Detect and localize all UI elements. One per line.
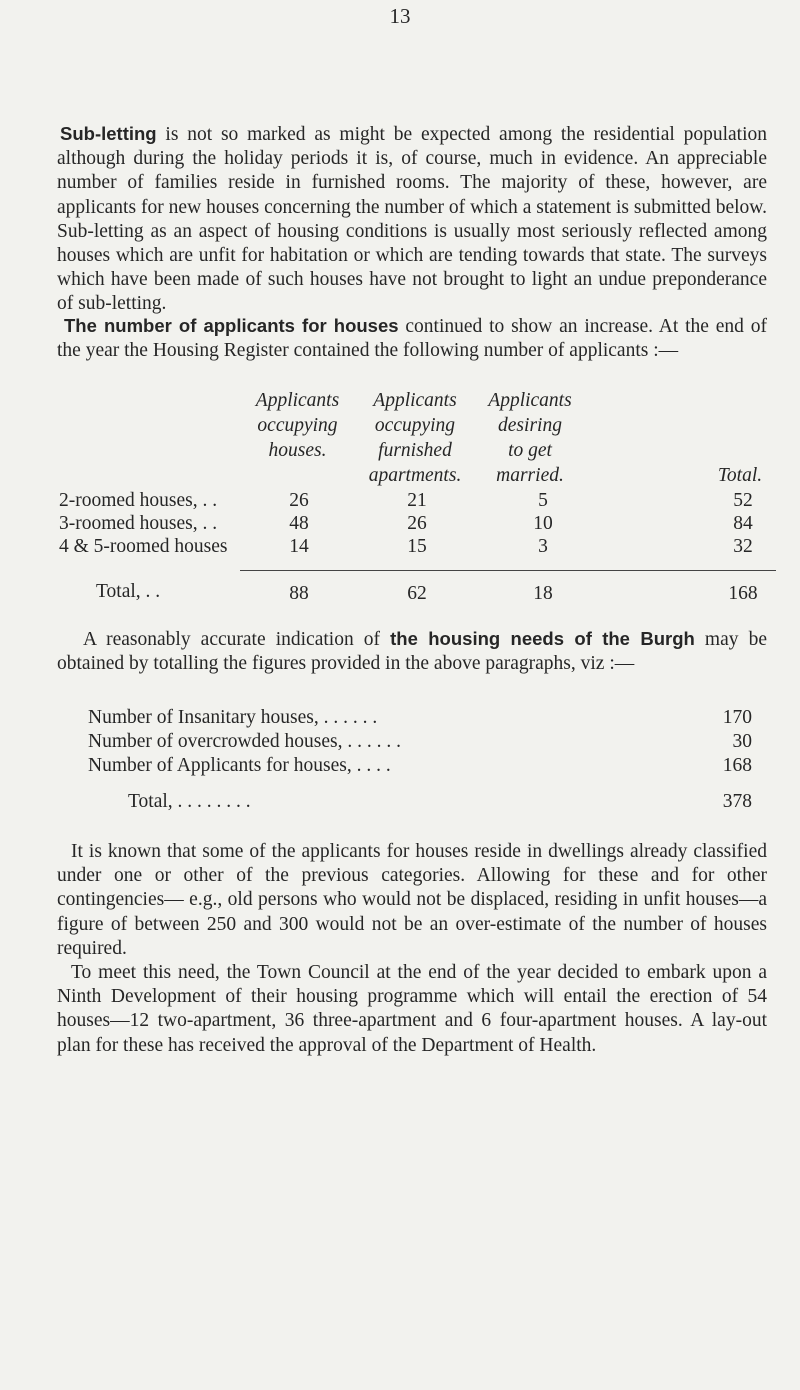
needs-emphasis: the housing needs of the Burgh: [390, 628, 695, 649]
needs-item-value: 168: [722, 755, 752, 776]
row-label: 2-roomed houses, . .: [59, 490, 218, 511]
page-number: 13: [389, 4, 411, 28]
needs-item-label: Number of overcrowded houses, . . . . . .: [88, 731, 402, 752]
header-occupying-furnished: Applicants occupying furnished apartments.: [368, 390, 462, 486]
paragraph-known: It is known that some of the applicants for houses reside in dwellings already classified under one or other of the previous categories. Allowing for these and for other contingencies— e.g., old persons who would not be displaced, residing in unfit houses—a figure of between 250 and 300 would not be an over-estimate of the number of houses required.: [57, 841, 767, 959]
cell: 21: [407, 490, 427, 511]
needs-item-label: Number of Insanitary houses, . . . . . .: [88, 707, 378, 728]
cell: 3: [538, 536, 548, 557]
paragraph-subletting: [57, 122, 767, 317]
needs-total-value: 378: [722, 791, 752, 812]
total-cell: 168: [728, 583, 758, 604]
cell: 5: [538, 490, 548, 511]
needs-item-value: 170: [722, 707, 752, 728]
cell: 26: [407, 513, 427, 534]
cell: 52: [733, 490, 753, 511]
total-rule: [240, 570, 776, 571]
header-total: Total.: [717, 465, 763, 486]
header-occupying-houses: Applicants occupying houses.: [255, 390, 340, 461]
cell: 48: [289, 513, 309, 534]
applicants-text: continued to show an increase. At the end of the year the Housing Register contained the following number of applicants :—: [57, 316, 767, 362]
applicants-heading: The number of applicants for houses: [64, 315, 399, 336]
total-label: Total, . .: [96, 581, 161, 602]
header-desiring-married: Applicants desiring to get married.: [488, 390, 572, 486]
paragraph-council: To meet this need, the Town Council at the end of the year decided to embark upon a Ninth Development of their housing programme which will entail the erection of 54 houses—12 two-apartment, 36 three-apartment and 6 four-apartment houses. A lay-out plan for these has received the approval of the Department of Health.: [57, 962, 767, 1056]
cell: 32: [733, 536, 753, 557]
total-cell: 88: [289, 583, 309, 604]
paragraph-needs: A reasonably accurate indication of the housing needs of the Burgh may be obtained by totalling the figures provided in the above paragraphs, viz :—: [57, 628, 767, 675]
total-cell: 18: [533, 583, 553, 604]
subletting-heading: Sub-letting: [60, 123, 157, 144]
cell: 14: [289, 536, 309, 557]
cell: 26: [289, 490, 309, 511]
subletting-text: is not so marked as might be expected among the residential population although during the holiday periods it is, of course, much in evidence. An appreciable number of families reside in furnished rooms. The majority of these, however, are applicants for new houses concerning the number of which a statement is submitted below. Sub-letting as an aspect of housing conditions is usually most seriously reflected among houses which are unfit for habitation or which are tending towards that state. The surveys which have been made of such houses have not brought to light an undue preponderance of sub-letting.: [57, 124, 767, 315]
needs-item-value: 30: [732, 731, 752, 752]
needs-item-label: Number of Applicants for houses, . . . .: [88, 755, 391, 776]
row-label: 3-roomed houses, . .: [59, 513, 218, 534]
row-label: 4 & 5-roomed houses: [59, 536, 228, 557]
cell: 84: [733, 513, 753, 534]
total-cell: 62: [407, 583, 427, 604]
cell: 10: [533, 513, 553, 534]
paragraph-applicants: [57, 314, 767, 363]
needs-total-label: Total, . . . . . . . .: [128, 791, 251, 812]
cell: 15: [407, 536, 427, 557]
